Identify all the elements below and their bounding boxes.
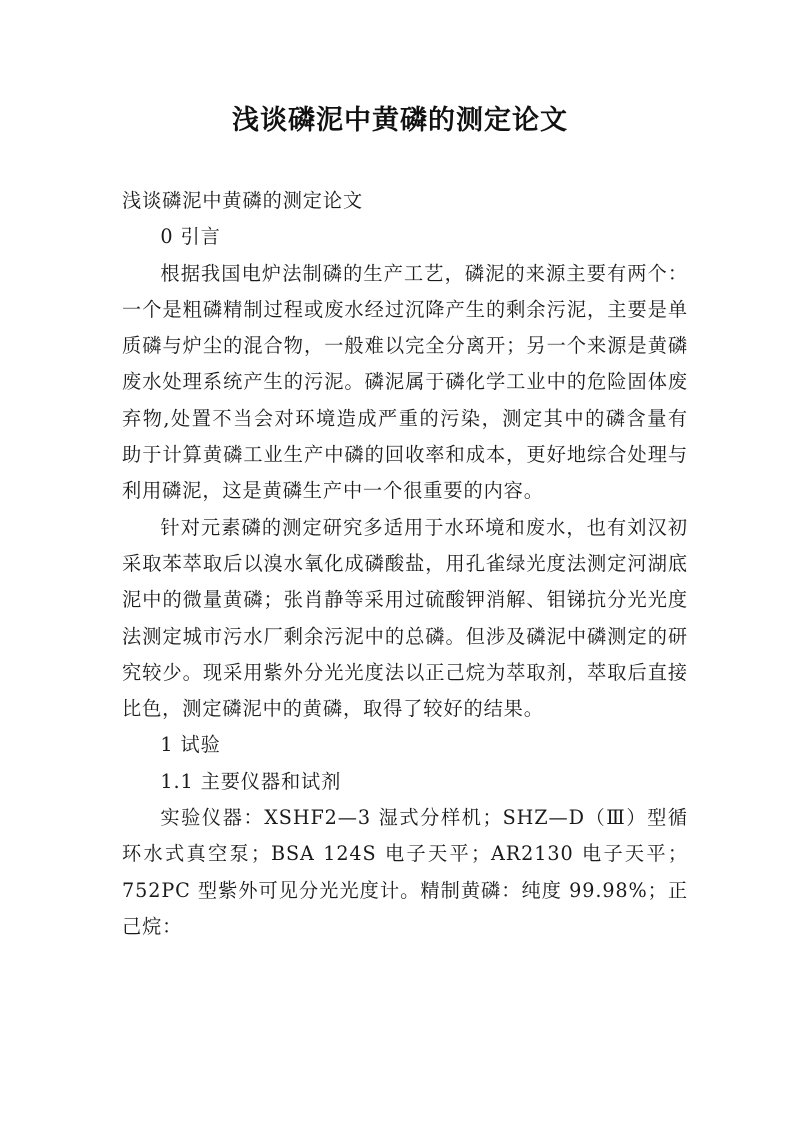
subsection-heading-instruments: 1.1 主要仪器和试剂 xyxy=(160,769,342,793)
paragraph-subtitle: 浅谈磷泥中黄磷的测定论文 xyxy=(122,189,364,212)
document-title: 浅谈磷泥中黄磷的测定论文 xyxy=(232,105,568,136)
section-heading-introduction: 0 引言 xyxy=(160,225,221,249)
paragraph: 针对元素磷的测定研究多适用于水环境和废水，也有刘汉初采取苯萃取后以溴水氧化成磷酸盐，用孔雀绿光度法测定河湖底泥中的微量黄磷；张肖静等采用过硫酸钾消解、钼锑抗分光光度法测定城市污水厂剩余污泥中的总磷。但涉及磷泥中磷测定的研究较少。现采用紫外分光光度法以正己烷为萃取剂，萃取后直接比色，测定磷泥中的黄磷，取得了较好的结果。 xyxy=(122,515,688,721)
document-body xyxy=(122,183,688,945)
paragraph: 根据我国电炉法制磷的生产工艺，磷泥的来源主要有两个：一个是粗磷精制过程或废水经过沉降产生的剩余污泥，主要是单质磷与炉尘的混合物，一般难以完全分离开；另一个来源是黄磷废水处理系统产生的污泥。磷泥属于磷化学工业中的危险固体废弃物,处置不当会对环境造成严重的污染，测定其中的磷含量有助于计算黄磷工业生产中磷的回收率和成本，更好地综合处理与利用磷泥，这是黄磷生产中一个很重要的内容。 xyxy=(122,261,688,503)
section-heading-experiment: 1 试验 xyxy=(160,733,221,757)
paragraph: 实验仪器：XSHF2—3 湿式分样机；SHZ—D（Ⅲ）型循环水式真空泵；BSA 124S 电子天平；AR2130 电子天平；752PC 型紫外可见分光光度计。精制黄磷：纯度 99.98%；正己烷： xyxy=(122,806,688,938)
